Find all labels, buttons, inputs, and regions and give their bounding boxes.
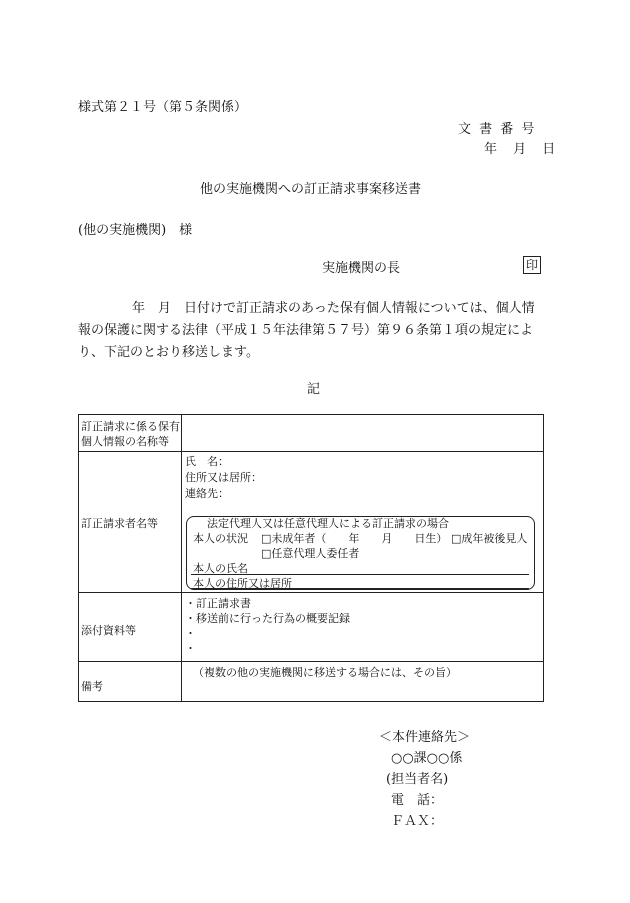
row3-label: 添付資料等 <box>81 624 136 637</box>
minor-checkbox: □未成年者（ 年 月 日生） <box>261 532 448 545</box>
body-line-3: り、下記のとおり移送します。 <box>78 345 259 360</box>
contact-section: ○○課○○係 <box>391 751 463 766</box>
principal-address: 本人の住所又は居所 <box>193 577 292 590</box>
row4-label: 備考 <box>81 680 103 693</box>
contact-fax: ＦＡＸ： <box>391 814 444 829</box>
sender: 実施機関の長 <box>322 261 401 276</box>
row-divider-2 <box>79 592 543 593</box>
contact-person: (担当者名) <box>386 772 449 787</box>
document-title: 他の実施機関への訂正請求事案移送書 <box>200 182 422 197</box>
document-number-label: 文 書 番 号 <box>458 122 537 137</box>
ki-heading: 記 <box>307 382 321 397</box>
row-divider-1 <box>79 451 543 452</box>
requester-contact: 連絡先： <box>185 487 229 500</box>
body-line-1: 年 月 日付けで訂正請求のあった保有個人情報については、個人情 <box>132 301 535 316</box>
voluntary-agent-checkbox: □任意代理人委任者 <box>261 547 360 560</box>
principal-status-label: 本人の状況 <box>193 532 248 545</box>
transfer-table <box>78 414 544 702</box>
row1-label-line1: 訂正請求に係る保有 <box>81 420 180 433</box>
row1-label-line2: 個人情報の名称等 <box>81 435 169 448</box>
contact-heading: ＜本件連絡先＞ <box>379 730 471 745</box>
adult-ward-checkbox: □成年被後見人 <box>451 532 528 545</box>
principal-name: 本人の氏名 <box>193 562 248 575</box>
attachment-3: ・ <box>185 627 196 640</box>
addressee: (他の実施機関) 様 <box>78 223 193 238</box>
contact-telephone: 電 話： <box>391 793 444 808</box>
row2-label: 訂正請求者名等 <box>81 517 158 530</box>
row-divider-3 <box>79 661 543 662</box>
remarks-note: （複数の他の実施機関に移送する場合には、その旨） <box>193 666 457 679</box>
date-label: 年 月 日 <box>484 142 562 157</box>
body-line-2: 報の保護に関する法律（平成１５年法律第５７号）第９６条第１項の規定によ <box>78 323 534 338</box>
form-number: 様式第２１号（第５条関係） <box>78 100 248 115</box>
proxy-heading: 法定代理人又は任意代理人による訂正請求の場合 <box>207 517 449 530</box>
attachment-4: ・ <box>185 642 196 655</box>
seal-box: 印 <box>523 256 541 274</box>
principal-address-line <box>191 588 529 589</box>
requester-name: 氏 名： <box>185 455 229 468</box>
attachment-2: ・移送前に行った行為の概要記録 <box>185 612 350 625</box>
requester-address: 住所又は居所： <box>185 471 262 484</box>
attachment-1: ・訂正請求書 <box>185 597 251 610</box>
column-divider <box>181 415 182 701</box>
